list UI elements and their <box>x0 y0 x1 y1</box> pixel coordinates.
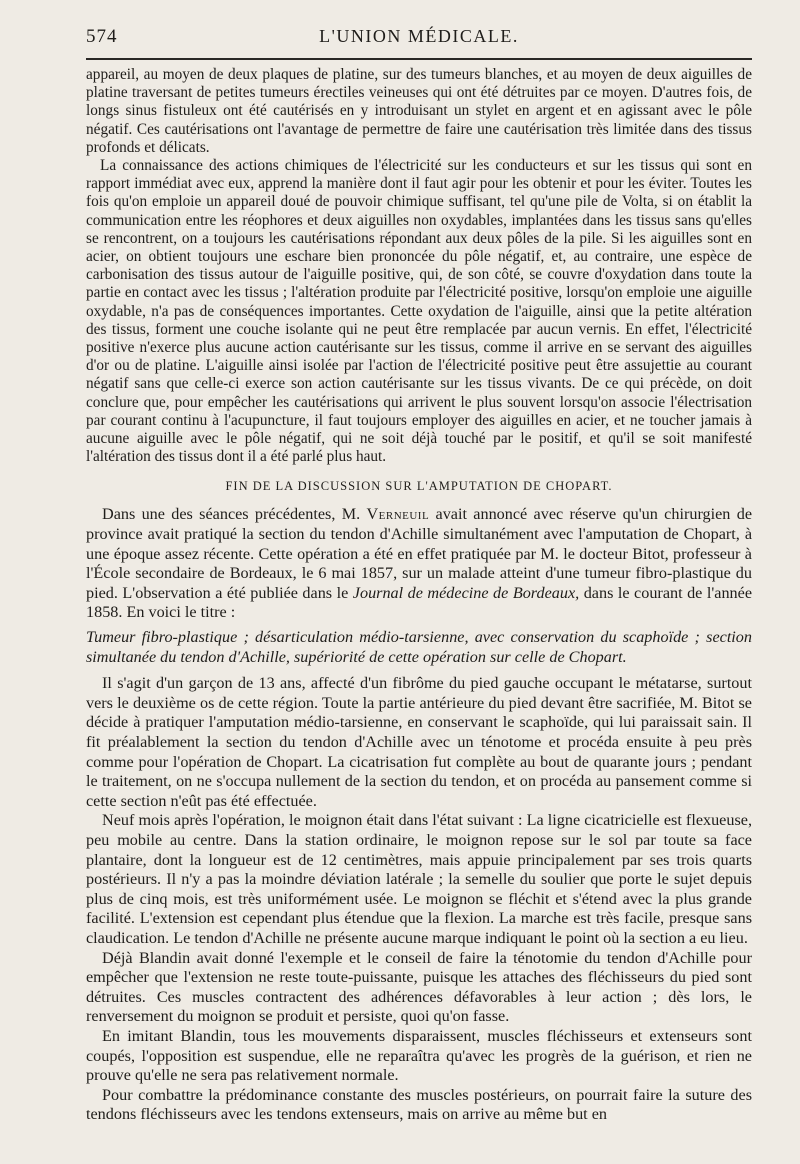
header-rule <box>86 58 752 60</box>
paragraph: Pour combattre la prédominance constante des muscles postérieurs, on pourrait faire la suture des tendons fléchisseurs avec les tendons extenseurs, mais on arrive au même but en <box>86 1085 752 1124</box>
text-run: dans le courant de l'année 1858. En voici le titre : <box>86 583 753 622</box>
paragraph: Neuf mois après l'opération, le moignon était dans l'état suivant : La ligne cicatricielle est flexueuse, peu mobile au centre. Dans la station ordinaire, le moignon repose sur le sol par toute sa face plantaire, dont la longueur est de 12 centimètres, mais appuie principalement par ses trois quarts postérieurs. Il n'y a pas la moindre déviation latérale ; la semelle du soulier que porte le sujet depuis plus de cinq mois, est très uniformément usée. Le moignon se fléchit et s'étend avec la plus grande facilité. L'extension est cependant plus étendue que la flexion. La marche est très facile, presque sans claudication. Le tendon d'Achille ne présente aucune marque indiquant le point où la section a eu lieu. <box>86 811 752 947</box>
text-run: Dans une des séances précédentes, M. <box>102 505 367 524</box>
text-run: avait annoncé avec réserve qu'un chirurgien de province avait pratiqué la section du tendon d'Achille simultanément avec l'amputation de Chopart, à une époque assez récente. Cette opération a été en effet pratiquée par M. le docteur Bitot, professeur à l'École secondaire de Bordeaux, le 6 mai 1857, sur un malade atteint d'une tumeur fibro-plastique du pied. L'observation a été publiée dans le <box>86 505 753 602</box>
observation-title <box>86 628 752 667</box>
paragraph: Il s'agit d'un garçon de 13 ans, affecté d'un fibrôme du pied gauche occupant le métatarse, surtout vers le deuxième os de cette région. Toute la partie antérieure du pied devant être sacrifiée, M. Bitot se décide à pratiquer l'amputation médio-tarsienne, en conservant le scaphoïde, qui lui paraissait sain. Il fit préalablement la section du tendon d'Achille avec un ténotome et procéda ensuite à peu près comme pour l'opération de Chopart. La cicatrisation fut complète au bout de quarante jours ; pendant le traitement, on ne s'occupa nullement de la section du tendon, et on procéda au pansement comme si cette section n'eût pas été effectuée. <box>86 674 752 810</box>
article-body <box>86 66 752 1125</box>
chopart-section <box>86 505 752 1124</box>
paragraph: Déjà Blandin avait donné l'exemple et le conseil de faire la ténotomie du tendon d'Achille pour empêcher que l'extension ne reste toute-puissante, puisque les attaches des fléchisseurs du pied sont détruites. Ces muscles contractent des adhérences défavorables à leur action ; dès lors, le renversement du moignon se produit et persiste, quoi qu'on fasse. <box>86 948 752 1026</box>
paragraph <box>86 505 752 623</box>
journal-title: Journal de médecine de Bordeaux, <box>352 583 580 602</box>
page-header <box>86 26 752 52</box>
paragraph: La connaissance des actions chimiques de l'électricité sur les conducteurs et sur les tissus qui sont en rapport immédiat avec eux, apprend la manière dont il faut agir pour les obtenir et pour les éviter. Toutes les fois qu'on emploie un appareil doué de pouvoir chimique suffisant, tel qu'une pile de Volta, si on établit la communication entre les réophores et deux aiguilles non oxydables, implantées dans les tissus sans qu'elles se rencontrent, on a toujours les cautérisations répondant aux deux pôles de la pile. Si les aiguilles sont en acier, on obtient toujours une eschare bien prononcée du pôle négatif, et, au contraire, une espèce de carbonisation des tissus autour de l'aiguille positive, qui, de son côté, se couvre d'oxydation dans toute la partie en contact avec les tissus ; l'altération produite par l'électricité positive, lorsqu'on emploie une aiguille oxydable, n'a pas de conséquences importantes. Cette oxydation de l'aiguille, ainsi que la petite altération des tissus, forment une couche isolante qui ne peut être remplacée par aucun vernis. En effet, l'électricité positive n'exerce plus aucune action cautérisante sur les tissus, comme il arrive en se servant des aiguilles d'or ou de platine. L'aiguille ainsi isolée par l'action de l'électricité positive peut être assujettie au courant négatif sans que celle-ci exerce son action cautérisante sur les tissus vivants. De ce qui précède, on doit conclure que, pour empêcher les cautérisations qui arrivent le plus souvent lorsqu'on associe l'électrisation par courant continu à l'acupuncture, il faut toujours employer des aiguilles en acier, et ne toucher jamais à aucune aiguille avec le pôle négatif, qui ne soit déjà touché par le positif, et qu'il se soit manifesté l'altération des tissus dont il a été parlé plus haut. <box>86 157 752 466</box>
running-title: L'UNION MÉDICALE. <box>319 26 519 46</box>
paragraph: appareil, au moyen de deux plaques de platine, sur des tumeurs blanches, et au moyen de deux aiguilles de platine traversant de petites tumeurs érectiles veineuses qui ont été détruites par ce moyen. D'autres fois, de longs sinus fistuleux ont été cautérisés en y introduisant un stylet en argent et en agissant avec le pôle négatif. Ces cautérisations ont l'avantage de permettre de faire une cautérisation très limitée dans des tissus profonds et délicats. <box>86 66 752 156</box>
section-title: FIN DE LA DISCUSSION SUR L'AMPUTATION DE CHOPART. <box>225 479 613 494</box>
observation-title-text: Tumeur fibro-plastique ; désarticulation médio-tarsienne, avec conservation du scaphoïde ; section simultanée du tendon d'Achille, supériorité de cette opération sur celle de Chopart. <box>86 628 752 666</box>
electricity-discussion <box>86 66 752 466</box>
surgeon-name: Verneuil <box>366 505 430 524</box>
page-number: 574 <box>86 26 118 47</box>
paragraph: En imitant Blandin, tous les mouvements disparaissent, muscles fléchisseurs et extenseurs sont coupés, l'opposition est suspendue, elle ne reparaîtra qu'avec les progrès de la guérison, et rien ne prouve qu'elle ne sera pas relativement normale. <box>86 1026 752 1085</box>
